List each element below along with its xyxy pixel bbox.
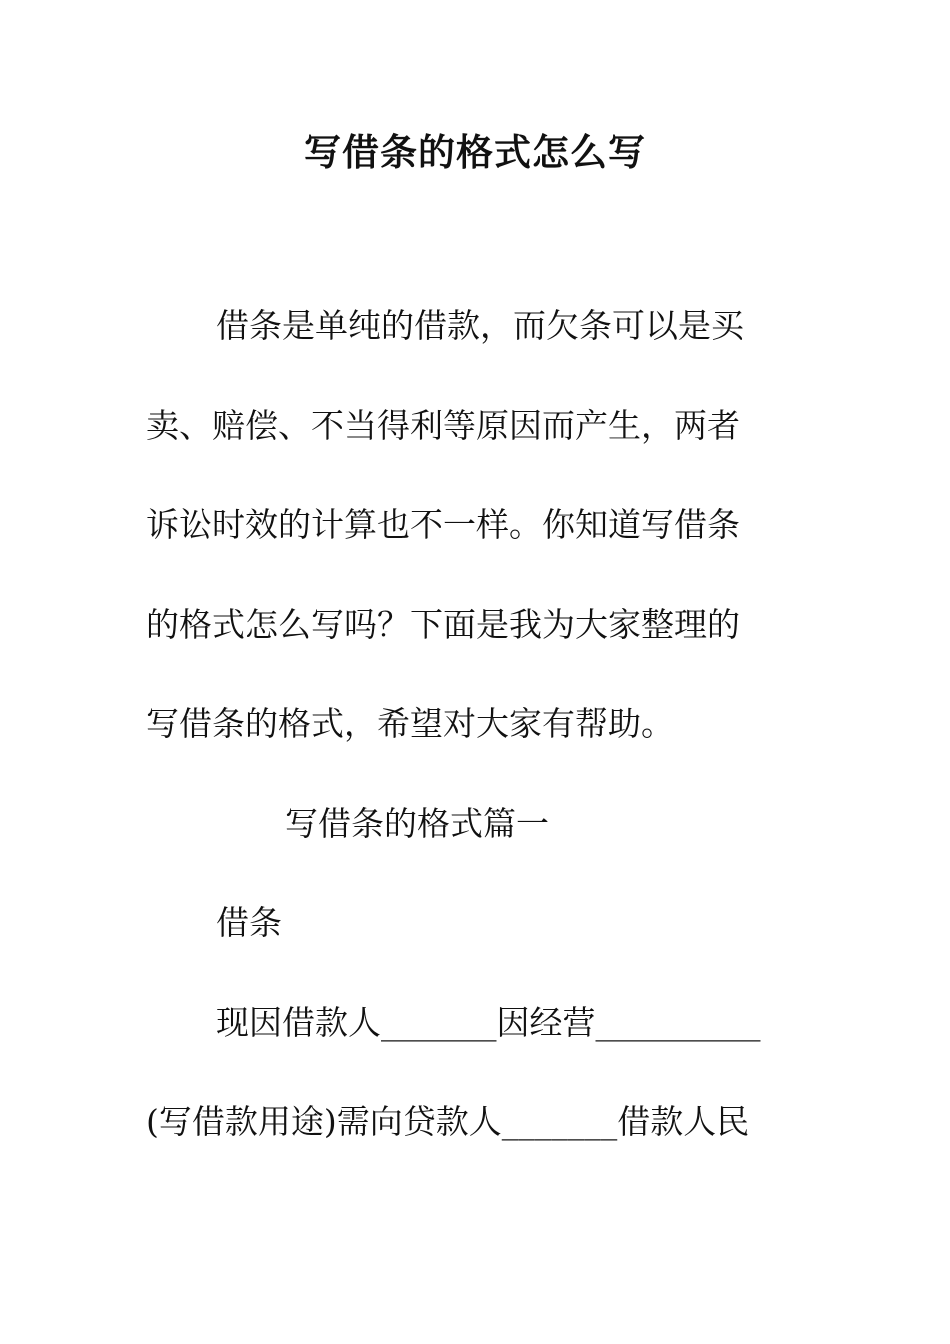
intro-paragraph-line-4: 的格式怎么写吗？下面是我为大家整理的 — [146, 605, 740, 644]
intro-paragraph-line-5: 写借条的格式，希望对大家有帮助。 — [146, 704, 674, 743]
document-title: 写借条的格式怎么写 — [304, 130, 646, 174]
note-heading: 借条 — [216, 903, 282, 942]
body-paragraph-line-1: 现因借款人_______因经营__________ — [216, 1003, 761, 1042]
section-heading: 写借条的格式篇一 — [285, 804, 549, 843]
body-paragraph-line-2: (写借款用途)需向贷款人_______借款人民 — [146, 1102, 750, 1141]
intro-paragraph-line-2: 卖、赔偿、不当得利等原因而产生，两者 — [146, 406, 740, 445]
intro-paragraph-line-1: 借条是单纯的借款，而欠条可以是买 — [216, 306, 744, 345]
intro-paragraph-line-3: 诉讼时效的计算也不一样。你知道写借条 — [146, 505, 740, 544]
